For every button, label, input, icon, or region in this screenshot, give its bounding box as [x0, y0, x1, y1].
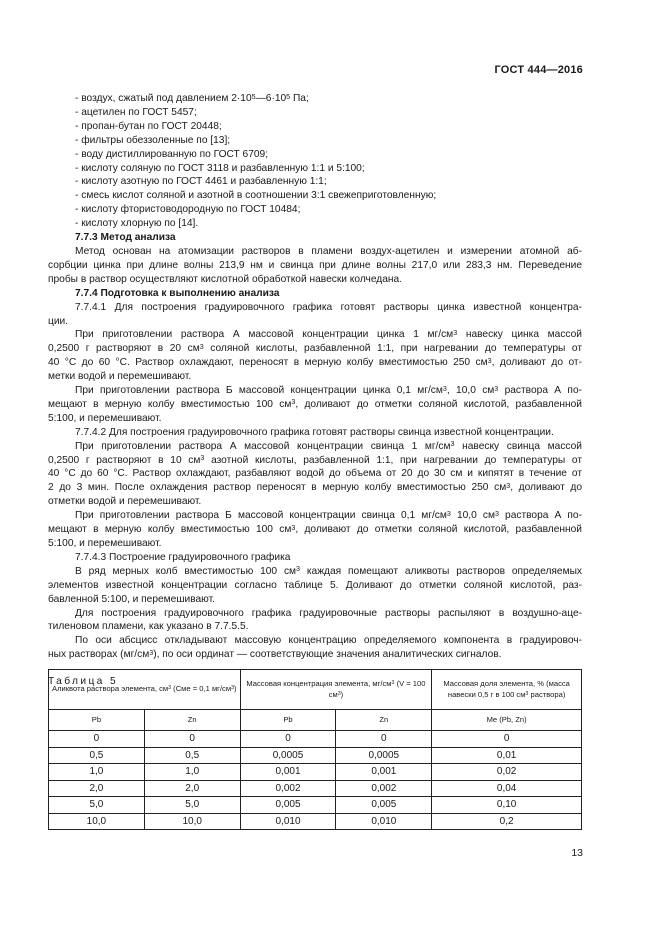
superscript: 3 [446, 509, 451, 518]
table-cell: 0,5 [49, 747, 145, 764]
text-line: 0,2500 г растворяют в 10 $см^3$ азотной кислоты, разбавленной 1:1, при нагревании до температуры от [48, 454, 582, 466]
text-line: сорбции цинка при длине волны 213,9 нм и свинца при длине волны 217,0 или 283,3 нм. Переведение [48, 259, 582, 271]
method-text [48, 231, 582, 662]
text-line: 40 °С до 60 °С. Раствор охлаждают, разбавляют водой до объема от 20 до 30 см и кипятят в течение от [48, 468, 582, 480]
superscript: 3 [391, 680, 395, 687]
text-line: 7.7.4.1 Для построения градуировочного графика готовят растворы цинка известной концентра- [75, 301, 582, 313]
text-line: 40 °С до 60 °С. Раствор охлаждают, переносят в мерную колбу вместимостью 250 $см^3$, доливают до от- [48, 356, 582, 369]
text-line: ции. [48, 315, 69, 327]
list-item: - фильтры обеззоленные по [13]; [75, 134, 231, 146]
superscript: 3 [525, 690, 529, 697]
text-line: Метод основан на атомизации растворов в пламени воздух-ацетилен и измерении атомной аб- [75, 245, 582, 257]
list-item: - кислоту фтористоводородную по ГОСТ 10484; [75, 204, 301, 216]
superscript: 3 [453, 328, 458, 337]
list-item: - кислоту азотную по ГОСТ 4461 и разбавленную 1:1; [75, 176, 327, 188]
page-number: 13 [571, 847, 583, 859]
document-body [48, 92, 583, 692]
table-cell: 0,01 [432, 747, 582, 764]
table-cell: 0,04 [432, 780, 582, 797]
superscript: 3 [337, 690, 341, 697]
text-line: мещают в мерную колбу вместимостью 100 $см^3$, доливают до отметки соляной кислотой, разбавленной [48, 398, 582, 410]
list-item: - пропан-бутан по ГОСТ 20448; [75, 120, 222, 132]
column-subheader: Pb [49, 710, 145, 731]
superscript: 3 [487, 356, 492, 365]
table-cell: 10,0 [144, 813, 240, 830]
text-line: Для построения градуировочного графика градуировочные растворы распыляют в воздушно-аце- [75, 607, 582, 619]
table-cell: 1,0 [144, 764, 240, 781]
table-cell: 0 [240, 731, 336, 748]
table-cell: 0 [144, 731, 240, 748]
superscript: 3 [494, 509, 499, 518]
table-row [49, 780, 582, 797]
table-cell: 10,0 [49, 813, 145, 830]
table-cell: 0,2 [432, 813, 582, 830]
section-heading: 7.7.4 Подготовка к выполнению анализа [75, 287, 280, 299]
superscript: 5 [251, 92, 256, 101]
table-cell: 0,5 [144, 747, 240, 764]
text-line: пробы в раствор осуществляют кислотной обработкой навески колчедана. [48, 273, 403, 285]
table-cell: 0,001 [336, 764, 432, 781]
header-mass-concentration: Массовая концентрация элемента, $мг/см^3$ (V = 100 $см^3$) [240, 670, 432, 710]
text-line: 5:100, и перемешивают. [48, 412, 162, 424]
superscript: 3 [168, 685, 172, 692]
column-subheader: Pb [240, 710, 336, 731]
superscript: 3 [450, 440, 455, 449]
table-header-row [49, 670, 582, 710]
table-cell: 0 [49, 731, 145, 748]
table-cell: 0,02 [432, 764, 582, 781]
table-cell: 0,010 [240, 813, 336, 830]
superscript: 3 [296, 565, 301, 574]
superscript: 3 [149, 648, 154, 657]
table-cell: 0,0005 [240, 747, 336, 764]
text-line: 7.7.4.3 Построение градуировочного графика [75, 551, 291, 563]
text-line: отметки водой и перемешивают. [48, 496, 202, 508]
table-cell: 5,0 [49, 797, 145, 814]
table-cell: 5,0 [144, 797, 240, 814]
table-cell: 1,0 [49, 764, 145, 781]
superscript: 3 [199, 342, 204, 351]
superscript: 3 [291, 523, 296, 532]
list-item: - ацетилен по ГОСТ 5457; [75, 106, 197, 118]
table-subheader-row [49, 710, 582, 731]
column-subheader: Zn [144, 710, 240, 731]
table-caption: Таблица 5 [48, 676, 119, 688]
superscript: 3 [494, 384, 499, 393]
text-line: При приготовлении раствора А массовой концентрации цинка 1 $мг/см^3$ навеску цинка массой [75, 328, 582, 341]
text-line: 5:100, и перемешивают. [48, 538, 162, 549]
superscript: 3 [291, 398, 296, 407]
table-row [49, 731, 582, 748]
list-item: - кислоту соляную по ГОСТ 3118 и разбавленную 1:1 и 5:100; [75, 162, 365, 174]
text-line: 7.7.4.2 Для построения градуировочного графика готовят растворы свинца известной концентрации. [75, 426, 554, 438]
text-line: При приготовлении раствора Б массовой концентрации цинка 0,1 $мг/см^3$, 10,0 $см^3$ раствора А по- [75, 384, 583, 397]
table-cell: 2,0 [144, 780, 240, 797]
table-cell: 0,002 [336, 780, 432, 797]
superscript: 3 [200, 454, 205, 463]
text-line: ных растворах $(мг/см^3)$, по оси ординат — соответствующие значения аналитических сигналов. [48, 648, 502, 661]
table-cell: 0,010 [336, 813, 432, 830]
table-cell: 0 [336, 731, 432, 748]
list-item: - смесь кислот соляной и азотной в соотношении 3:1 свежеприготовленную; [75, 190, 437, 202]
table-body [49, 731, 582, 830]
text-line: По оси абсцисс откладывают массовую концентрацию определяемого компонента в градуировоч- [75, 635, 582, 647]
table-cell: 0,0005 [336, 747, 432, 764]
header-mass-fraction: Массовая доля элемента, % (масса навески 0,5 г в 100 $см^3$ раствора) [432, 670, 582, 710]
superscript: 3 [442, 384, 447, 393]
table-row [49, 747, 582, 764]
superscript: 3 [231, 685, 235, 692]
table-cell: 0,10 [432, 797, 582, 814]
text-line: При приготовлении раствора А массовой концентрации свинца 1 $мг/см^3$ навеску свинца массой [75, 440, 582, 452]
section-heading: 7.7.3 Метод анализа [75, 232, 176, 244]
text-line: В ряд мерных колб вместимостью 100 $см^3$ каждая помещают аликвоты растворов определяемых [75, 565, 582, 577]
text-line: 0,2500 г растворяют в 20 $см^3$ соляной кислоты, разбавленной 1:1, при нагревании до температуры от [48, 342, 582, 355]
table-cell: 0,002 [240, 780, 336, 797]
table-cell: 2,0 [49, 780, 145, 797]
calibration-table [48, 669, 582, 830]
text-line: бавленной 5:100, и перемешивают. [48, 593, 215, 605]
text-line: мещают в мерную колбу вместимостью 100 $см^3$, доливают до отметки соляной кислотой, разбавленной [48, 523, 582, 536]
table-cell: 0,001 [240, 764, 336, 781]
reagents-list [48, 92, 582, 231]
column-subheader: Zn [336, 710, 432, 731]
list-item: - кислоту хлорную по [14]. [75, 218, 199, 230]
text-line: тиленовом пламени, как указано в 7.7.5.5. [48, 621, 249, 633]
list-item: - воду дистиллированную по ГОСТ 6709; [75, 148, 269, 160]
column-subheader: Me (Pb, Zn) [432, 710, 582, 731]
table-row [49, 764, 582, 781]
table-cell: 0 [432, 731, 582, 748]
table-row [49, 797, 582, 814]
list-item: - воздух, сжатый под давлением $2\cdot 10^5—6\cdot 10^5$ Па; [75, 92, 309, 104]
text-line: элементов известной концентрации согласно таблице 5. Доливают до отметки соляной кислотой, раз- [48, 579, 582, 591]
text-line: При приготовлении раствора Б массовой концентрации свинца 0,1 $мг/см^3$ 10,0 $см^3$ раствора А по- [75, 509, 582, 522]
table-cell: 0,005 [336, 797, 432, 814]
text-line: метки водой и перемешивают. [48, 371, 192, 383]
superscript: 3 [506, 481, 511, 490]
table-row [49, 813, 582, 830]
superscript: 5 [286, 92, 291, 101]
header-aliquot: Аликвота раствора элемента, $см^3$ (Cме = 0,1 $мг/см^3$) [49, 670, 241, 710]
table-cell: 0,005 [240, 797, 336, 814]
document-code: ГОСТ 444—2016 [494, 64, 583, 76]
text-line: 2 до 3 мин. После охлаждения раствор переносят в мерную колбу вместимостью 250 $см^3$, доливают до [48, 481, 582, 494]
